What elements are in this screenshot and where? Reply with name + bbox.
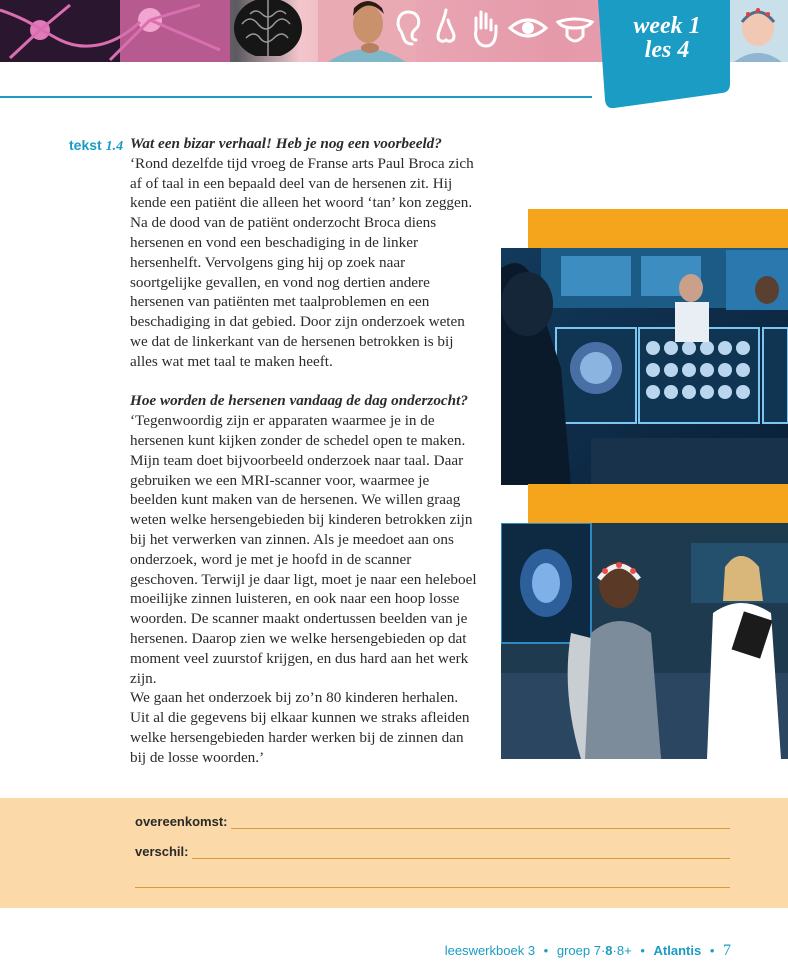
footer-separator: • xyxy=(543,943,549,958)
accent-bar-top xyxy=(528,209,788,249)
footer-brand: Atlantis xyxy=(653,943,702,958)
hand-icon xyxy=(468,8,500,48)
brain-icon xyxy=(232,0,304,56)
question-2: Hoe worden de hersenen vandaag de dag onderzocht? xyxy=(130,392,468,410)
nose-icon xyxy=(430,8,462,48)
tongue-icon xyxy=(554,8,596,48)
accent-bar-bottom xyxy=(528,484,788,524)
question-1: Wat een bizar verhaal! Heb je nog een voorbeeld? xyxy=(130,135,442,152)
overeenkomst-label: overeenkomst: xyxy=(135,814,228,829)
extra-answer-line[interactable] xyxy=(135,874,730,888)
footer-groep-suffix: 8+ xyxy=(616,943,632,958)
answer-row-overeenkomst xyxy=(135,814,730,829)
paragraph-3: We gaan het onderzoek bij zo’n 80 kinderen herhalen. Uit al die gegevens bij elkaar kunnen we straks afleiden welke hersengebieden harder werken bij de zinnen dan bij de losse woorden.’ xyxy=(130,689,470,766)
header-divider xyxy=(0,96,592,98)
verschil-answer-line[interactable] xyxy=(192,845,730,859)
footer-groep-mid: 8 xyxy=(605,943,613,958)
footer-separator: • xyxy=(709,943,715,958)
paragraph-2: ‘Tegenwoordig zijn er apparaten waarmee je in de hersenen kunt kijken zonder de schedel open te maken. Mijn team doet bijvoorbeeld onderzoek naar taal. Daar gebruiken we een MRI-scanner voor, waarmee je beelden kunt maken van de hersenen. We willen graag weten welke hersengebieden bij kinderen betrokken zijn bij het verwerken van zinnen. Als je meedoet aan ons onderzoek, word je met je hoofd in de scanner geschoven. Terwijl je daar ligt, moet je naar een heleboel moeilijke zinnen luisteren, en ook naar een hoop losse woorden. De scanner maakt ondertussen beelden van je hersenen. Daarop zien we welke hersengebieden op dat moment veel zuurstof krijgen, en dus hard aan het werk zijn. xyxy=(130,412,477,687)
child-eeg-image xyxy=(728,0,788,62)
footer-separator: • xyxy=(640,943,645,958)
neuron-image xyxy=(0,0,230,62)
paragraph-1: ‘Rond dezelfde tijd vroeg de Franse arts Paul Broca zich af of taal in een bepaald deel van de hersenen zit. Hij kende een patiënt die alleen het woord ‘tan’ kon zeggen. Na de dood van de patiënt onderzocht Broca diens hersenen en vond een beschadiging in de linker hersenhelft. Vervolgens ging hij op zoek naar soortgelijke gevallen, en vond nog dertien andere hersenen van patiënten met taalproblemen en een beschadiging in dat gebied. Door zijn onderzoek weten we dat de linkerkant van de hersenen betrokken is bij alles wat met taal te maken heeft. xyxy=(130,154,474,370)
answer-row-verschil xyxy=(135,844,730,859)
les-label: les 4 xyxy=(644,37,690,63)
week-les-label xyxy=(612,14,722,62)
eye-icon xyxy=(508,8,548,48)
ear-icon xyxy=(392,8,424,48)
article-body xyxy=(130,134,480,768)
text-number: 1.4 xyxy=(105,139,124,154)
text-label-word: tekst xyxy=(69,137,102,153)
eeg-patient-photo xyxy=(501,523,788,759)
text-label xyxy=(69,137,123,155)
answer-row-extra xyxy=(135,874,730,888)
overeenkomst-answer-line[interactable] xyxy=(231,815,730,829)
lab-monitors-photo xyxy=(501,248,788,485)
footer-book: leeswerkboek 3 xyxy=(444,943,536,958)
page-number: 7 xyxy=(723,942,731,959)
week-label: week 1 xyxy=(633,13,701,39)
footer-groep-prefix: groep 7 xyxy=(556,943,601,958)
page-footer: leeswerkboek 3 • groep 7·8·8+ • Atlantis • 7 xyxy=(444,942,731,959)
verschil-label: verschil: xyxy=(135,844,189,859)
answer-box xyxy=(0,798,788,908)
